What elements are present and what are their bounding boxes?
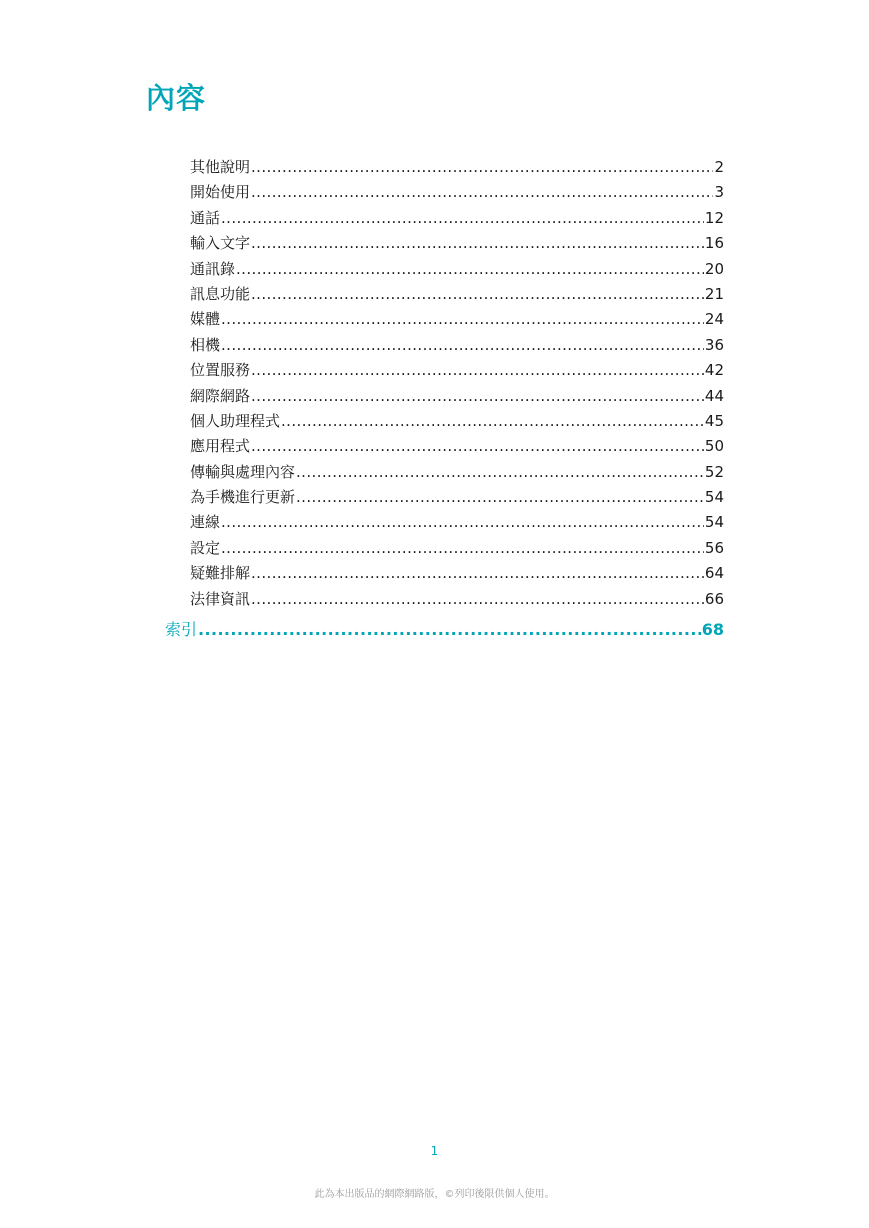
toc-entry-page: 24	[704, 310, 724, 329]
page-title: 內容	[146, 81, 207, 115]
toc-entry-page: 2	[714, 158, 724, 176]
toc-entry-page: 44	[704, 386, 724, 405]
toc-entry-label: 應用程式	[190, 437, 251, 456]
toc-entry-label: 其他說明	[190, 158, 251, 176]
toc-entry[interactable]	[190, 561, 724, 586]
toc-entry[interactable]	[190, 206, 724, 231]
toc-entry[interactable]	[190, 231, 724, 256]
toc-entry[interactable]	[190, 282, 724, 307]
toc-entry-page: 56	[704, 538, 724, 557]
toc-entry[interactable]	[190, 485, 724, 510]
toc-dot-leader	[251, 155, 713, 180]
toc-entry-page: 45	[704, 411, 724, 430]
toc-dot-leader	[251, 434, 704, 459]
table-of-contents	[190, 155, 724, 612]
toc-entry[interactable]	[190, 333, 724, 358]
toc-entry[interactable]	[190, 409, 724, 434]
toc-dot-leader	[251, 180, 713, 205]
toc-entry[interactable]	[190, 307, 724, 332]
toc-entry[interactable]	[190, 257, 724, 282]
toc-entry-label: 通話	[190, 208, 221, 227]
toc-entry-page: 66	[704, 589, 724, 608]
toc-entry-page: 21	[704, 284, 724, 303]
toc-entry-label: 開始使用	[190, 183, 251, 202]
toc-entry-page: 64	[704, 564, 724, 583]
toc-dot-leader	[221, 206, 704, 231]
toc-entry[interactable]	[190, 155, 724, 180]
toc-entry-label: 疑難排解	[190, 564, 251, 583]
toc-dot-leader	[251, 231, 704, 256]
toc-dot-leader	[198, 617, 701, 643]
toc-dot-leader	[251, 358, 704, 383]
toc-entry-page: 36	[704, 335, 724, 354]
toc-entry-label: 法律資訊	[190, 589, 251, 608]
toc-dot-leader	[221, 510, 704, 535]
toc-entry[interactable]	[190, 358, 724, 383]
toc-entry-page: 54	[704, 513, 724, 532]
toc-entry-label: 訊息功能	[190, 284, 251, 303]
toc-dot-leader	[221, 536, 704, 561]
toc-dot-leader	[281, 409, 704, 434]
toc-entry[interactable]	[190, 587, 724, 612]
footer-note: 此為本出版品的網際網路版，©列印後限供個人使用。	[314, 1189, 555, 1200]
toc-dot-leader	[221, 307, 704, 332]
toc-dot-leader	[236, 257, 704, 282]
toc-dot-leader	[296, 460, 704, 485]
toc-entry-label: 個人助理程式	[190, 411, 281, 430]
toc-entry[interactable]	[190, 384, 724, 409]
toc-entry-page: 42	[704, 361, 724, 380]
toc-entry-label: 輸入文字	[190, 234, 251, 253]
toc-entry-label: 媒體	[190, 310, 221, 329]
toc-dot-leader	[251, 384, 704, 409]
toc-dot-leader	[251, 282, 704, 307]
toc-entry-page: 16	[704, 234, 724, 253]
toc-index-label: 索引	[165, 620, 198, 639]
toc-entry[interactable]	[190, 180, 724, 205]
toc-dot-leader	[296, 485, 704, 510]
toc-dot-leader	[251, 561, 704, 586]
toc-index-entry[interactable]	[165, 617, 724, 643]
toc-entry-page: 20	[704, 259, 724, 278]
toc-entry-page: 12	[704, 208, 724, 227]
toc-entry-label: 相機	[190, 335, 221, 354]
toc-entry[interactable]	[190, 510, 724, 535]
toc-entry-label: 設定	[190, 538, 221, 557]
toc-entry-page: 50	[704, 437, 724, 456]
toc-entry[interactable]	[190, 434, 724, 459]
toc-entry-label: 網際網路	[190, 386, 251, 405]
toc-entry-page: 3	[714, 183, 724, 202]
toc-entry-label: 傳輸與處理內容	[190, 462, 296, 481]
toc-entry-label: 連線	[190, 513, 221, 532]
toc-entry-page: 52	[704, 462, 724, 481]
toc-entry-label: 位置服務	[190, 361, 251, 380]
toc-entry-page: 54	[704, 488, 724, 507]
toc-dot-leader	[221, 333, 704, 358]
toc-entry[interactable]	[190, 536, 724, 561]
toc-dot-leader	[251, 587, 704, 612]
toc-entry-label: 為手機進行更新	[190, 488, 296, 507]
toc-entry-label: 通訊錄	[190, 259, 236, 278]
toc-entry[interactable]	[190, 460, 724, 485]
page-number: 1	[430, 1144, 439, 1158]
toc-index-page: 68	[701, 620, 724, 639]
